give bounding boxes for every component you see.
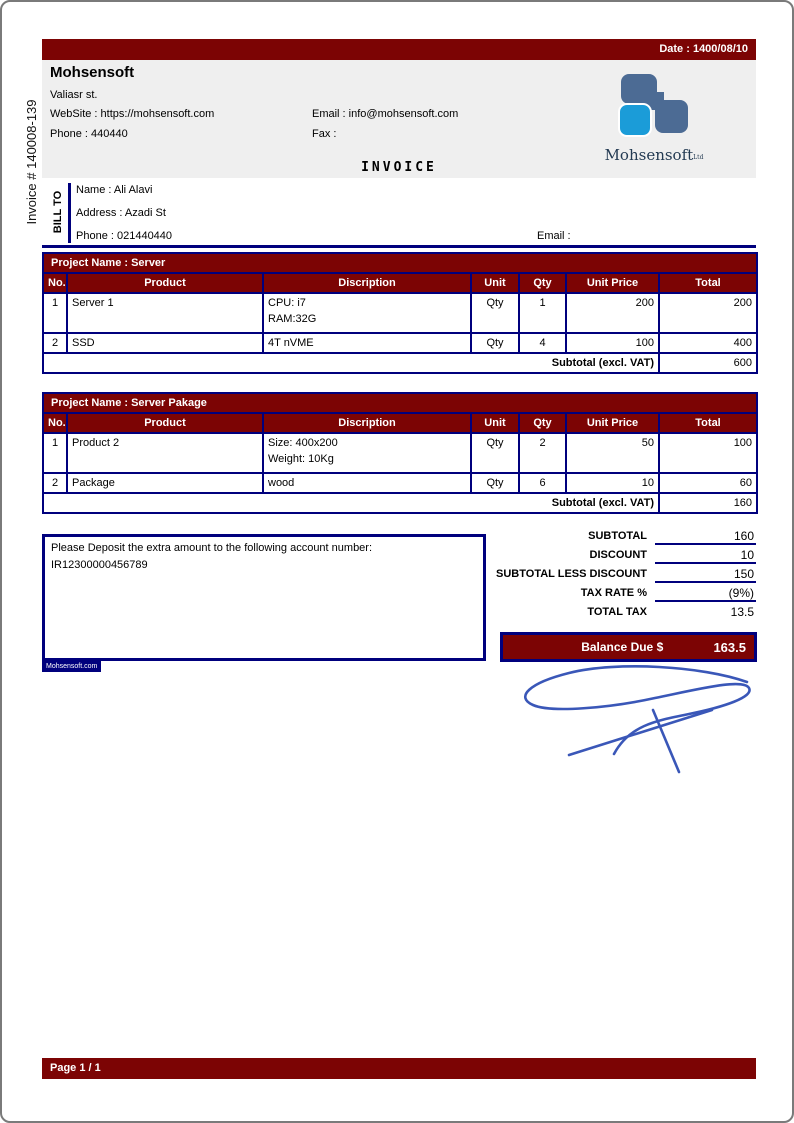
items-table-server-package	[42, 392, 758, 514]
col-total: Total	[659, 273, 757, 293]
project-name-bar: Project Name : Server Pakage	[43, 393, 757, 413]
company-phone: Phone : 440440	[50, 128, 128, 140]
notes-line-1: Please Deposit the extra amount to the following account number:	[51, 542, 373, 554]
signature-icon	[517, 664, 762, 776]
description-line-1: CPU: i7	[268, 297, 306, 309]
cell-qty: 2	[519, 433, 566, 473]
balance-due-value: 163.5	[713, 639, 746, 655]
col-no: No.	[43, 413, 67, 433]
cell-unit: Qty	[471, 433, 519, 473]
subtotal-value: 160	[659, 493, 757, 513]
cell-product: Package	[67, 473, 263, 493]
cell-unit-price: 200	[566, 293, 659, 333]
company-name: Mohsensoft	[50, 64, 135, 81]
subtotal-label: Subtotal (excl. VAT)	[43, 493, 659, 513]
bill-to-phone: Phone : 021440440	[76, 230, 173, 242]
cell-product: SSD	[67, 333, 263, 353]
table-header-row	[43, 413, 757, 433]
website-tag: Mohsensoft.com	[42, 661, 101, 672]
cell-unit-price: 10	[566, 473, 659, 493]
company-email: Email : info@mohsensoft.com	[312, 108, 459, 120]
description-line-2: RAM:32G	[268, 313, 317, 325]
totals-row-discount	[492, 547, 756, 566]
subtotal-value: 600	[659, 353, 757, 373]
cell-description: 4T nVME	[263, 333, 471, 353]
col-unit: Unit	[471, 413, 519, 433]
cell-unit: Qty	[471, 293, 519, 333]
logo-icon	[606, 74, 702, 140]
subtotal-row	[43, 493, 757, 513]
totals-value: 150	[655, 566, 756, 583]
cell-qty: 6	[519, 473, 566, 493]
totals-value: 160	[655, 528, 756, 545]
col-no: No.	[43, 273, 67, 293]
table-row	[43, 293, 757, 333]
cell-qty: 4	[519, 333, 566, 353]
company-header-panel	[42, 60, 756, 178]
date-bar: Date : 1400/08/10	[42, 39, 756, 60]
totals-row-tax-rate	[492, 585, 756, 604]
company-address: Valiasr st.	[50, 89, 98, 101]
cell-unit: Qty	[471, 473, 519, 493]
totals-row-total-tax	[492, 604, 756, 623]
items-table-server	[42, 252, 758, 374]
cell-unit: Qty	[471, 333, 519, 353]
col-description: Discription	[263, 273, 471, 293]
company-fax: Fax :	[312, 128, 337, 140]
totals-row-subtotal-less-discount	[492, 566, 756, 585]
totals-value: (9%)	[655, 585, 756, 602]
description-line-1: Size: 400x200	[268, 437, 338, 449]
totals-section	[492, 528, 756, 623]
col-unit: Unit	[471, 273, 519, 293]
totals-label: SUBTOTAL LESS DISCOUNT	[496, 568, 647, 580]
cell-unit-price: 50	[566, 433, 659, 473]
cell-qty: 1	[519, 293, 566, 333]
table-row	[43, 433, 757, 473]
totals-label: DISCOUNT	[589, 549, 647, 561]
cell-total: 60	[659, 473, 757, 493]
logo-suffix: Ltd	[693, 154, 704, 161]
page-title: INVOICE	[361, 160, 437, 175]
table-header-row	[43, 273, 757, 293]
bill-to-heading: BILL TO	[52, 190, 64, 234]
bill-to-underline	[42, 245, 756, 248]
notes-line-2: IR12300000456789	[51, 559, 148, 571]
cell-no: 2	[43, 473, 67, 493]
cell-no: 1	[43, 293, 67, 333]
cell-total: 100	[659, 433, 757, 473]
col-qty: Qty	[519, 273, 566, 293]
bill-to-name: Name : Ali Alavi	[76, 184, 153, 196]
subtotal-row	[43, 353, 757, 373]
cell-description	[263, 293, 471, 333]
totals-row-subtotal	[492, 528, 756, 547]
project-name-bar: Project Name : Server	[43, 253, 757, 273]
cell-description: wood	[263, 473, 471, 493]
balance-due-box	[500, 632, 757, 662]
balance-due-label: Balance Due $	[581, 640, 664, 654]
table-row	[43, 333, 757, 353]
col-unit-price: Unit Price	[566, 273, 659, 293]
company-website: WebSite : https://mohsensoft.com	[50, 108, 215, 120]
col-unit-price: Unit Price	[566, 413, 659, 433]
bill-to-address: Address : Azadi St	[76, 207, 166, 219]
totals-label: SUBTOTAL	[588, 530, 647, 542]
cell-total: 400	[659, 333, 757, 353]
table-row	[43, 473, 757, 493]
bill-to-email: Email :	[537, 230, 571, 242]
subtotal-label: Subtotal (excl. VAT)	[43, 353, 659, 373]
col-product: Product	[67, 273, 263, 293]
notes-box	[42, 534, 486, 661]
col-total: Total	[659, 413, 757, 433]
description-line-2: Weight: 10Kg	[268, 453, 334, 465]
company-logo	[594, 74, 714, 164]
col-description: Discription	[263, 413, 471, 433]
invoice-number-vertical: Invoice # 140008-139	[24, 99, 39, 225]
col-product: Product	[67, 413, 263, 433]
cell-product: Server 1	[67, 293, 263, 333]
cell-description	[263, 433, 471, 473]
logo-wordmark: Mohsensoft	[604, 146, 694, 164]
cell-unit-price: 100	[566, 333, 659, 353]
col-qty: Qty	[519, 413, 566, 433]
cell-product: Product 2	[67, 433, 263, 473]
totals-value: 10	[655, 547, 756, 564]
cell-total: 200	[659, 293, 757, 333]
bill-to-divider	[68, 183, 71, 243]
totals-label: TAX RATE %	[580, 587, 647, 599]
page-footer: Page 1 / 1	[42, 1058, 756, 1079]
cell-no: 1	[43, 433, 67, 473]
cell-no: 2	[43, 333, 67, 353]
totals-label: TOTAL TAX	[587, 606, 647, 618]
totals-value: 13.5	[730, 605, 754, 619]
